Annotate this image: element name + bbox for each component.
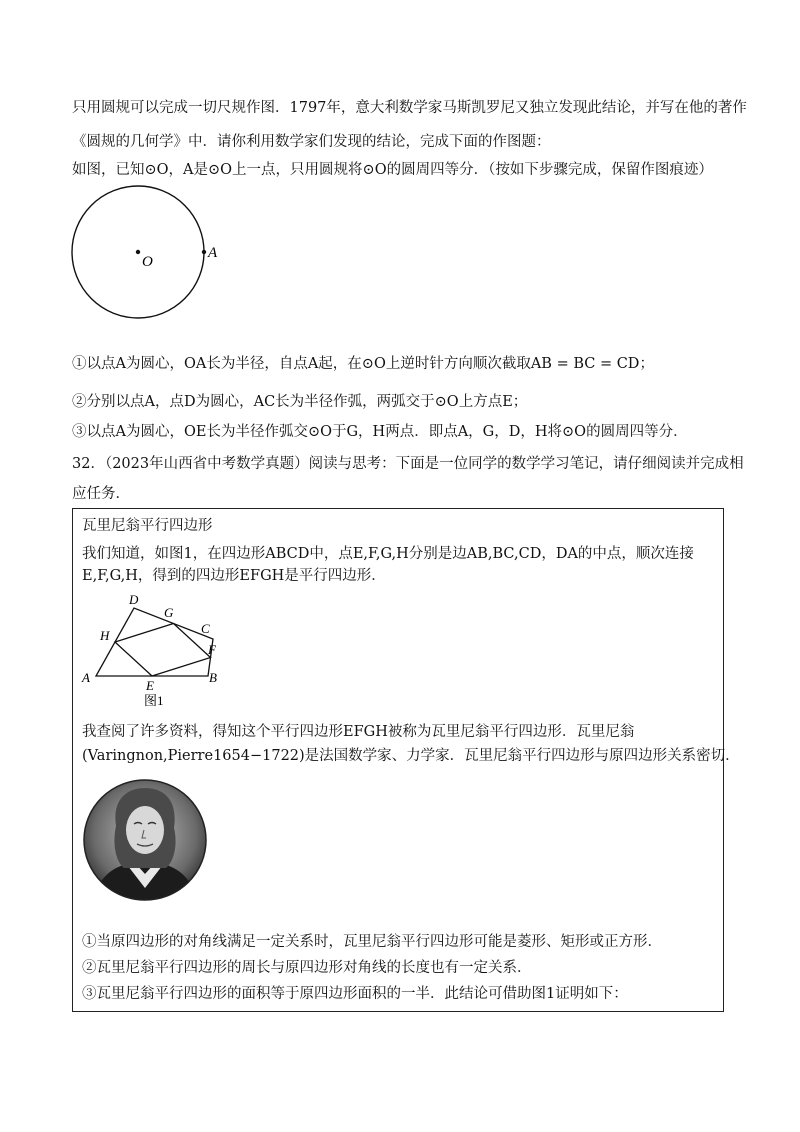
center-label: O <box>142 254 153 270</box>
label-f: F <box>208 642 216 657</box>
step-2: ②分别以点A，点D为圆心，AC长为半径作弧，两弧交于⊙O上方点E； <box>72 394 528 410</box>
note-title: 瓦里尼翁平行四边形 <box>82 518 213 534</box>
point-a-label: A <box>208 245 218 261</box>
label-c: C <box>201 621 210 636</box>
note-p2-line-1: 我查阅了许多资料，得知这个平行四边形EFGH被称为瓦里尼翁平行四边形．瓦里尼翁 <box>82 724 635 740</box>
note-p1-line-2: E,F,G,H，得到的四边形EFGH是平行四边形． <box>82 568 386 584</box>
note-item-3: ③瓦里尼翁平行四边形的面积等于原四边形面积的一半．此结论可借助图1证明如下： <box>82 986 628 1002</box>
label-a: A <box>82 670 90 685</box>
label-b: B <box>209 670 217 685</box>
quadrilateral-abcd <box>96 608 213 676</box>
intro-line-2: 《圆规的几何学》中．请你利用数学家们发现的结论，完成下面的作图题： <box>72 134 551 150</box>
point-a <box>202 250 206 254</box>
note-item-1: ①当原四边形的对角线满足一定关系时，瓦里尼翁平行四边形可能是菱形、矩形或正方形． <box>82 934 662 950</box>
note-p1-line-1: 我们知道，如图1，在四边形ABCD中，点E,F,G,H分别是边AB,BC,CD，DA的中点，顺次连接 <box>82 546 694 562</box>
step-3: ③以点A为圆心，OE长为半径作弧交⊙O于G，H两点．即点A，G，D，H将⊙O的圆周四等分． <box>72 424 688 440</box>
note-item-2: ②瓦里尼翁平行四边形的周长与原四边形对角线的长度也有一定关系． <box>82 960 532 976</box>
q32-line-1: 32．（2023年山西省中考数学真题）阅读与思考：下面是一位同学的数学学习笔记，请仔细阅读并完成相 <box>72 456 744 472</box>
note-p2-line-2: (Varingnon,Pierre1654−1722)是法国数学家、力学家．瓦里尼翁平行四边形与原四边形关系密切． <box>82 748 740 764</box>
portrait-image <box>82 778 208 902</box>
intro-line-1: 只用圆规可以完成一切尺规作图．1797年，意大利数学家马斯凯罗尼又独立发现此结论，并写在他的著作 <box>72 100 747 116</box>
figure-1 <box>76 590 236 710</box>
label-g: G <box>164 605 174 620</box>
label-h: H <box>100 628 110 643</box>
center-point <box>136 250 140 254</box>
figure-caption: 图1 <box>144 693 164 708</box>
label-e: E <box>146 678 154 693</box>
circle-figure <box>60 180 230 340</box>
q32-line-2: 应任务． <box>72 486 130 502</box>
parallelogram-efgh <box>115 624 211 677</box>
label-d: D <box>129 592 139 607</box>
intro-line-3: 如图，已知⊙O，A是⊙O上一点，只用圆规将⊙O的圆周四等分．（按如下步骤完成，保留作图痕迹） <box>72 162 713 178</box>
step-1: ①以点A为圆心，OA长为半径，自点A起，在⊙O上逆时针方向顺次截取AB = BC = CD； <box>72 356 654 372</box>
